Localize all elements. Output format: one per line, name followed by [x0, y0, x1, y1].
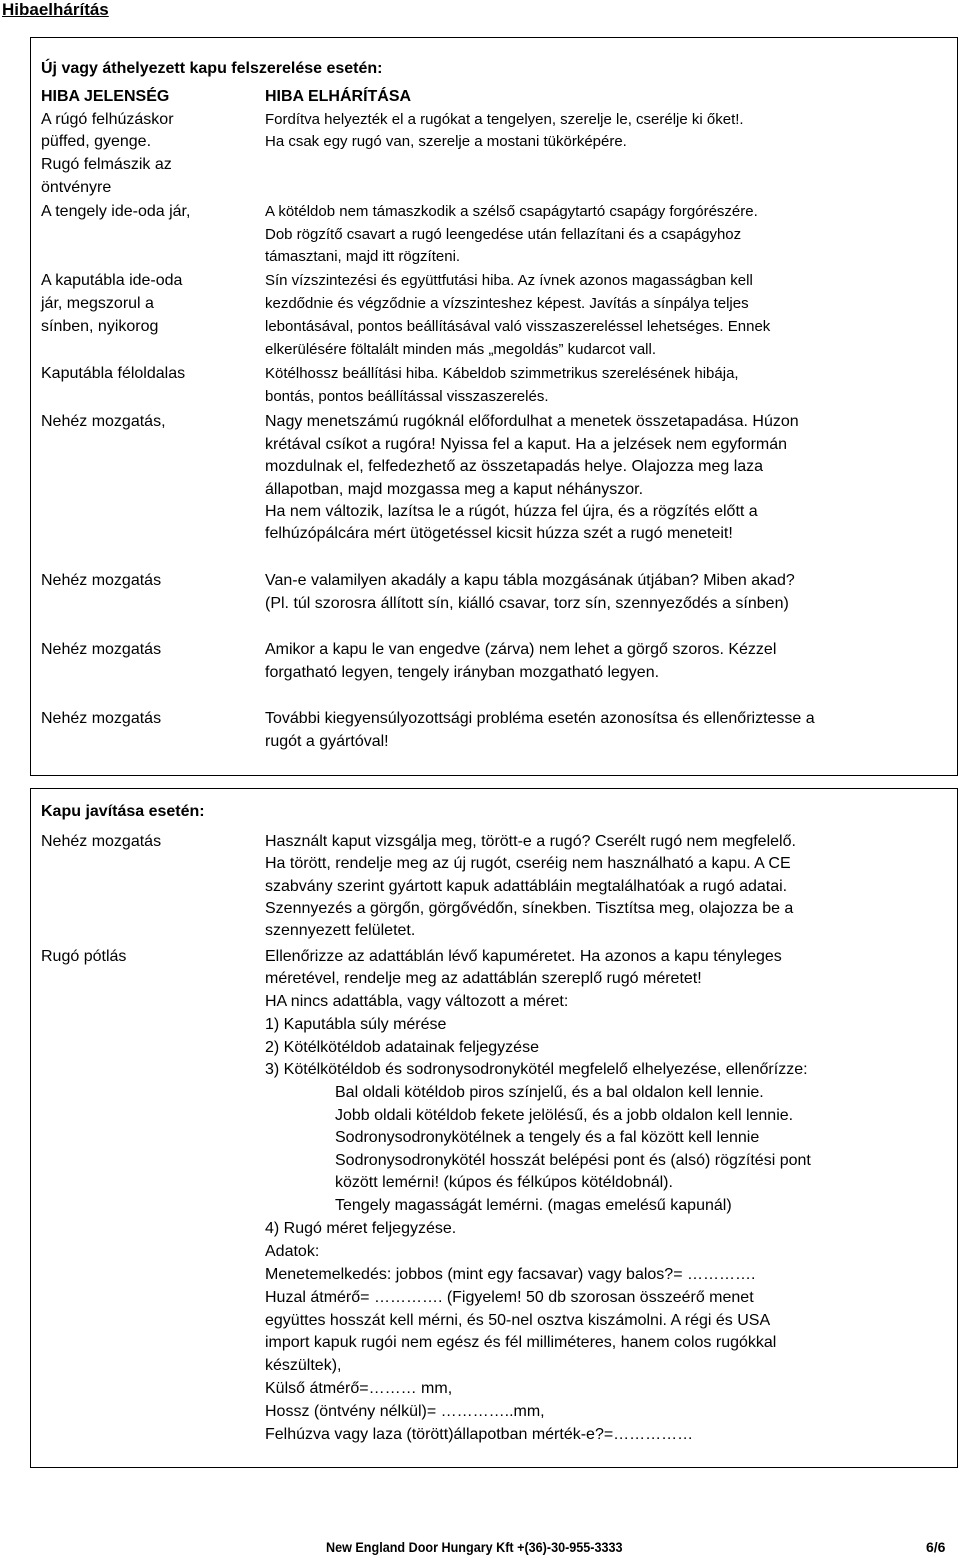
row2-fix-line: Dob rögzítő csavart a rugó leengedése után fellazítani és a csapágyhoz	[265, 226, 742, 243]
page-title: Hibaelhárítás	[2, 0, 109, 19]
column-header-fix: HIBA ELHÁRÍTÁSA	[265, 88, 412, 105]
row3-fix-line: elkerülésére föltalált minden más „megoldás” kudarcot vall.	[265, 341, 657, 358]
row3-symptom-line: jár, megszorul a	[41, 295, 154, 312]
repair-row2-fix-line: 3) Kötélkötéldob és sodronysodronykötél megfelelő elhelyezése, ellenőrízze:	[265, 1061, 808, 1078]
footer-page-number: 6/6	[926, 1539, 946, 1555]
row3-symptom-line: sínben, nyikorog	[41, 318, 159, 335]
repair-row2-fix-line: méretével, rendelje meg az adattáblán szereplő rugó méretet!	[265, 970, 702, 987]
repair-row2-fix2-line: Felhúzva vagy laza (törött)állapotban mérték-e?=……………	[265, 1426, 694, 1443]
row8-fix-line: rugót a gyártóval!	[265, 733, 389, 750]
row6-fix-line: (Pl. túl szorosra állított sín, kiálló csavar, torz sín, szennyeződés a sínben)	[265, 595, 789, 612]
row2-fix-line: támasztani, majd itt rögzíteni.	[265, 248, 461, 265]
row4-fix-line: Kötélhossz beállítási hiba. Kábeldob szimmetrikus szerelésének hibája,	[265, 365, 739, 382]
row3-symptom-line: A kaputábla ide-oda	[41, 272, 183, 289]
repair-row2-symptom-line: Rugó pótlás	[41, 948, 127, 965]
repair-row2-fix2-line: 4) Rugó méret feljegyzése.	[265, 1220, 457, 1237]
row3-fix-line: Sín vízszintezési és együttfutási hiba. Az ívnek azonos magasságban kell	[265, 272, 753, 289]
row3-fix-line: kezdődnie és végződnie a vízszinteshez képest. Javítás a sínpálya teljes	[265, 295, 749, 312]
repair-row2-indented-line: között lemérni! (kúpos és félkúpos kötéldobnál).	[335, 1174, 673, 1191]
row1-symptom-line: püffed, gyenge.	[41, 133, 152, 150]
row3-fix-line: lebontásával, pontos beállításával való visszaszereléssel lehetséges. Ennek	[265, 318, 771, 335]
row7-fix-line: forgatható legyen, tengely irányban mozgatható legyen.	[265, 664, 660, 681]
repair-row2-fix2-line: Külső átmérő=……… mm,	[265, 1380, 453, 1397]
repair-row1-fix-line: Ha törött, rendelje meg az új rugót, cseréig nem használható a kapu. A CE	[265, 855, 791, 872]
repair-row2-fix2-line: import kapuk rugói nem egész és fél milliméteres, hanem colos rugókkal	[265, 1334, 777, 1351]
row5-fix-line: Ha nem változik, lazítsa le a rúgót, húzza fel újra, és a rögzítés előtt a	[265, 503, 758, 520]
repair-row2-indented-line: Jobb oldali kötéldob fekete jelölésű, és a jobb oldalon kell lennie.	[335, 1107, 794, 1124]
repair-row1-fix-line: szennyezett felületet.	[265, 922, 416, 939]
row4-symptom-line: Kaputábla féloldalas	[41, 365, 186, 382]
section-heading-new-install: Új vagy áthelyezett kapu felszerelése esetén:	[41, 60, 383, 77]
row6-symptom-line: Nehéz mozgatás	[41, 572, 162, 589]
repair-row2-fix2-line: Menetemelkedés: jobbos (mint egy facsavar) vagy balos?= ………….	[265, 1266, 756, 1283]
repair-row2-fix-line: Ellenőrizze az adattáblán lévő kapuméretet. Ha azonos a kapu tényleges	[265, 948, 782, 965]
row8-symptom-line: Nehéz mozgatás	[41, 710, 162, 727]
repair-row2-fix2-line: készültek),	[265, 1357, 342, 1374]
row7-fix-line: Amikor a kapu le van engedve (zárva) nem lehet a görgő szoros. Kézzel	[265, 641, 777, 658]
repair-row2-indented-line: Tengely magasságát lemérni. (magas emelésű kapunál)	[335, 1197, 732, 1214]
row1-symptom-line: Rugó felmászik az	[41, 156, 172, 173]
repair-row2-fix2-line: együttes hosszát kell mérni, és 50-nel osztva kiszámolni. A régi és USA	[265, 1312, 771, 1329]
row7-symptom-line: Nehéz mozgatás	[41, 641, 162, 658]
repair-row2-fix-line: 2) Kötélkötéldob adatainak feljegyzése	[265, 1039, 539, 1056]
repair-row2-indented-line: Sodronysodronykötél hosszát belépési pont és (alsó) rögzítési pont	[335, 1152, 811, 1169]
row5-fix-line: mozdulnak el, felfedezhető az összetapadás helye. Olajozza meg laza	[265, 458, 764, 475]
repair-row2-fix-line: 1) Kaputábla súly mérése	[265, 1016, 447, 1033]
row5-fix-line: felhúzópálcára mért ütögetéssel kicsit húzza szét a rugó meneteit!	[265, 525, 733, 542]
repair-row2-indented-line: Bal oldali kötéldob piros színjelű, és a bal oldalon kell lennie.	[335, 1084, 764, 1101]
footer-company: New England Door Hungary Kft +(36)-30-955-3333	[326, 1539, 623, 1555]
repair-row2-fix2-line: Huzal átmérő= …………. (Figyelem! 50 db szorosan összeérő menet	[265, 1289, 754, 1306]
row1-symptom-line: öntvényre	[41, 179, 112, 196]
repair-row2-fix2-line: Adatok:	[265, 1243, 320, 1260]
repair-row1-fix-line: szabvány szerint gyártott kapuk adattábláin megtalálhatóak a rugó adatai.	[265, 878, 788, 895]
repair-row1-fix-line: Használt kaput vizsgálja meg, törött-e a rugó? Cserélt rugó nem megfelelő.	[265, 833, 796, 850]
row2-symptom-line: A tengely ide-oda jár,	[41, 203, 191, 220]
row2-fix-line: A kötéldob nem támaszkodik a szélső csapágytartó csapágy forgórészére.	[265, 203, 758, 220]
row5-fix-line: állapotban, majd mozgassa meg a kaput néhányszor.	[265, 481, 644, 498]
repair-row1-symptom-line: Nehéz mozgatás	[41, 833, 162, 850]
row1-fix-line: Fordítva helyezték el a rugókat a tengelyen, szerelje le, cserélje ki őket!.	[265, 111, 744, 128]
row1-fix-line: Ha csak egy rugó van, szerelje a mostani tükörképére.	[265, 133, 627, 150]
section-heading-repair: Kapu javítása esetén:	[41, 803, 205, 820]
repair-row1-fix-line: Szennyezés a görgőn, görgővédőn, sínekben. Tisztítsa meg, olajozza be a	[265, 900, 794, 917]
repair-row2-indented-line: Sodronysodronykötélnek a tengely és a fal között kell lennie	[335, 1129, 760, 1146]
row6-fix-line: Van-e valamilyen akadály a kapu tábla mozgásának útjában? Miben akad?	[265, 572, 795, 589]
row1-symptom-line: A rúgó felhúzáskor	[41, 111, 174, 128]
row5-fix-line: Nagy menetszámú rugóknál előfordulhat a menetek összetapadása. Húzon	[265, 413, 799, 430]
repair-row2-fix-line: HA nincs adattábla, vagy változott a méret:	[265, 993, 569, 1010]
column-header-symptom: HIBA JELENSÉG	[41, 88, 170, 105]
repair-row2-fix2-line: Hossz (öntvény nélkül)= …………..mm,	[265, 1403, 545, 1420]
row5-fix-line: krétával csíkot a rugóra! Nyissa fel a kaput. Ha a jelzések nem egyformán	[265, 436, 788, 453]
row4-fix-line: bontás, pontos beállítással visszaszerelés.	[265, 388, 549, 405]
row5-symptom-line: Nehéz mozgatás,	[41, 413, 166, 430]
row8-fix-line: További kiegyensúlyozottsági probléma esetén azonosítsa és ellenőriztesse a	[265, 710, 815, 727]
